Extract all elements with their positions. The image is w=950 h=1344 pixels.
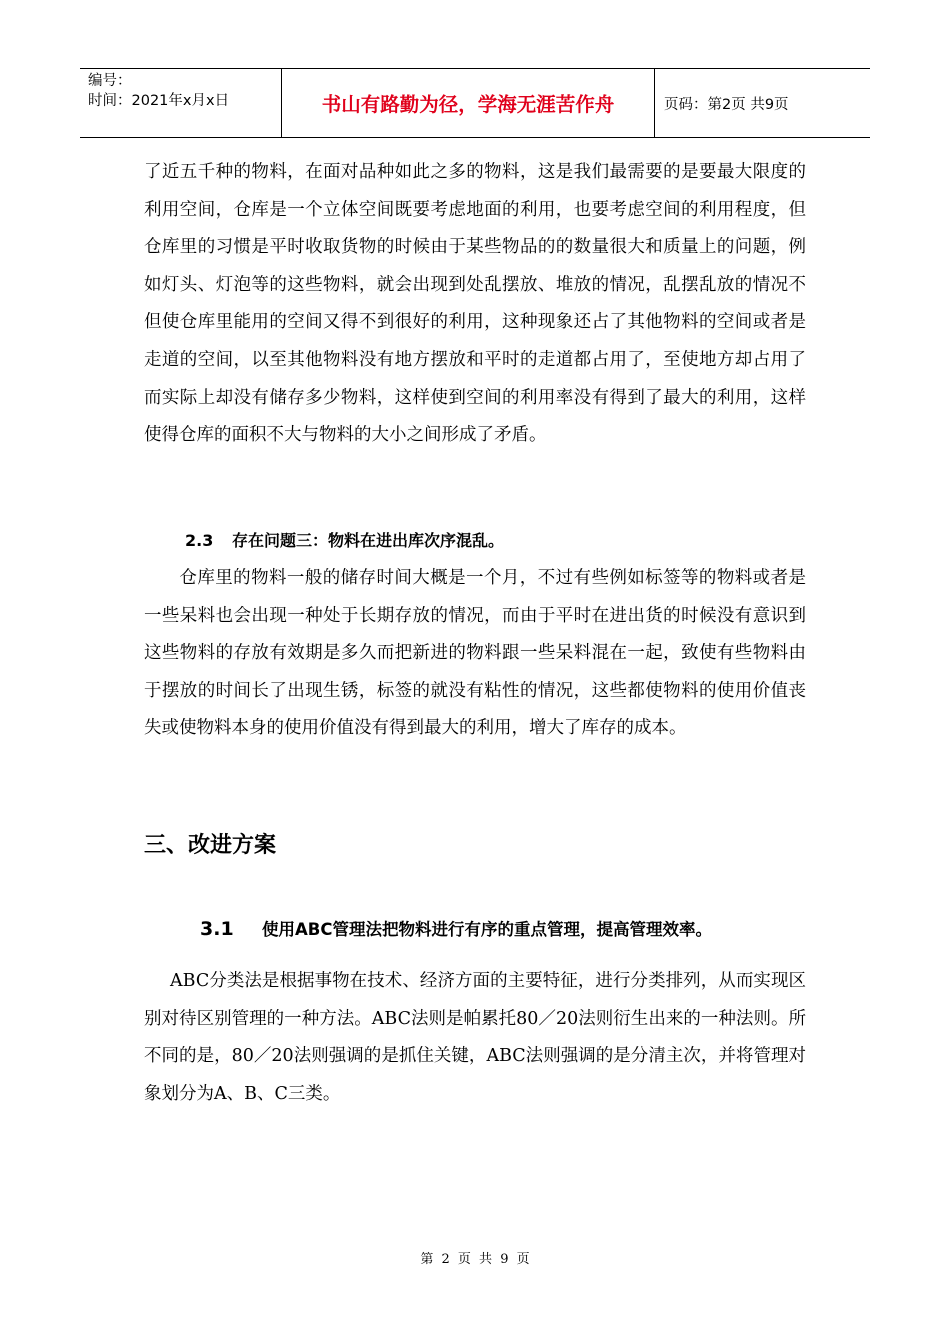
paragraph-text: ABC分类法是根据事物在技术、经济方面的主要特征，进行分类排列，从而实现区别对待区别管理的一种方法。ABC法则是帕累托80／20法则衍生出来的一种法则。所不同的是，80／20法则强调的是抓住关键，ABC法则强调的是分清主次，并将管理对象划分为A、B、C三类。 bbox=[144, 971, 806, 1104]
page-footer: 第 2 页 共 9 页 bbox=[420, 1252, 530, 1267]
header-page-info: 页码：第2页 共9页 bbox=[664, 96, 789, 113]
paragraph-text: 仓库里的物料一般的储存时间大概是一个月，不过有些例如标签等的物料或者是一些呆料也会出现一种处于长期存放的情况，而由于平时在进出货的时候没有意识到这些物料的存放有效期是多久而把新进的物料跟一些呆料混在一起，致使有些物料由于摆放的时间长了出现生锈，标签的就没有粘性的情况，这些都使物料的使用价值丧失或使物料本身的使用价值没有得到最大的利用，增大了库存的成本。 bbox=[144, 568, 806, 739]
section-3-1-heading bbox=[200, 916, 712, 940]
header-motto: 书山有路勤为径，学海无涯苦作舟 bbox=[282, 69, 655, 137]
section-title: 使用ABC管理法把物料进行有序的重点管理，提高管理效率。 bbox=[262, 920, 712, 939]
chapter-3-heading: 三、改进方案 bbox=[144, 833, 277, 858]
paragraph-inventory-order bbox=[144, 560, 806, 748]
paragraph-abc-method bbox=[144, 963, 806, 1113]
header-meta bbox=[80, 69, 282, 137]
paragraph-space-usage: 了近五千种的物料，在面对品种如此之多的物料，这是我们最需要的是要最大限度的利用空间，仓库是一个立体空间既要考虑地面的利用，也要考虑空间的利用程度，但仓库里的习惯是平时收取货物的时候由于某些物品的的数量很大和质量上的问题，例如灯头、灯泡等的这些物料，就会出现到处乱摆放、堆放的情况，乱摆乱放的情况不但使仓库里能用的空间又得不到很好的利用，这种现象还占了其他物料的空间或者是走道的空间，以至其他物料没有地方摆放和平时的走道都占用了，至使地方却占用了而实际上却没有储存多少物料，这样使到空间的利用率没有得到了最大的利用，这样使得仓库的面积不大与物料的大小之间形成了矛盾。 bbox=[144, 162, 806, 446]
section-number: 2.3 bbox=[185, 531, 214, 550]
section-title: 存在问题三：物料在进出库次序混乱。 bbox=[232, 531, 505, 550]
section-number: 3.1 bbox=[200, 918, 234, 940]
number-label: 编号： bbox=[88, 73, 132, 89]
page-header bbox=[80, 68, 870, 138]
date-label: 时间：2021年x月x日 bbox=[88, 93, 230, 109]
section-2-3-heading bbox=[185, 528, 504, 551]
